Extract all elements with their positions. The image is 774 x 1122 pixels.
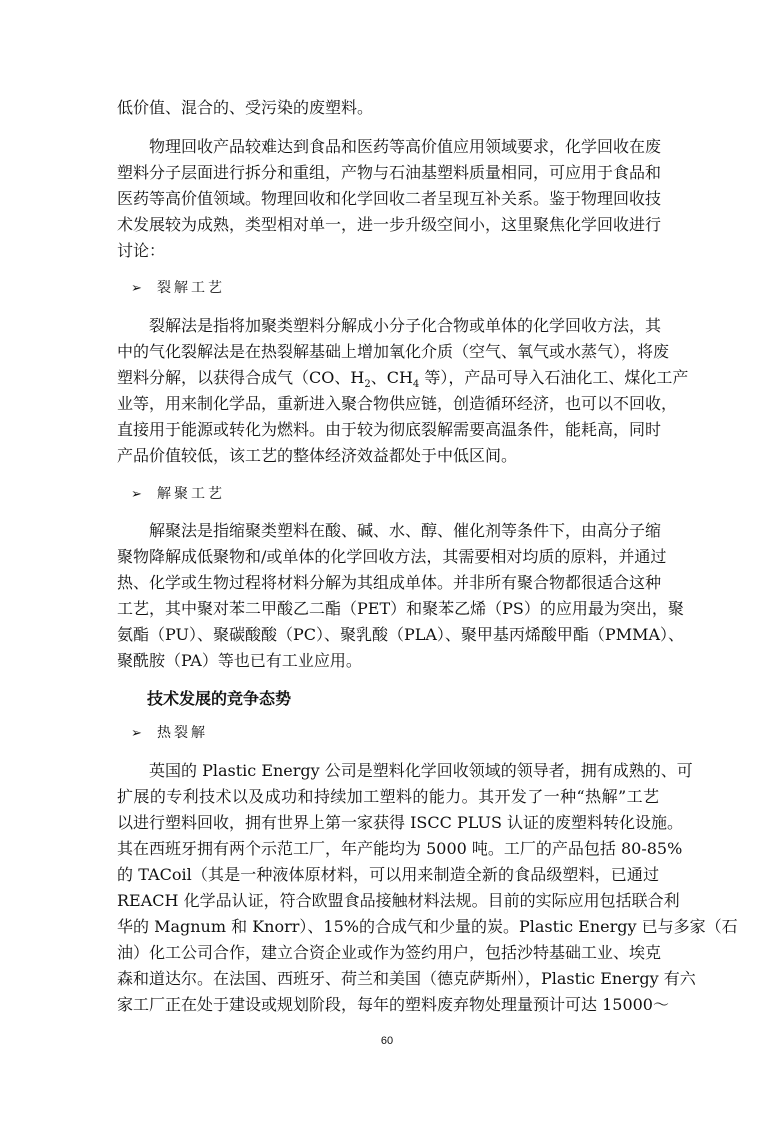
- bullet-label: 解聚工艺: [157, 486, 225, 502]
- arrow-bullet-icon: ➢: [131, 487, 142, 502]
- text-run: 塑料分解，以获得合成气（CO、H: [117, 368, 365, 387]
- paragraph-line: 聚酰胺（PA）等也已有工业应用。: [117, 651, 362, 670]
- paragraph-line: 的 TACoil（其是一种液体原材料，可以用来制造全新的食品级塑料，已通过: [117, 865, 659, 884]
- paragraph-line: 低价值、混合的、受污染的废塑料。: [117, 98, 374, 117]
- paragraph-line: 森和道达尔。在法国、西班牙、荷兰和美国（德克萨斯州），Plastic Energy 有六: [117, 969, 696, 988]
- bullet-item-cracking: [131, 277, 225, 299]
- text-run: 等），产品可导入石油化工、煤化工产: [419, 368, 689, 387]
- bullet-label: 热裂解: [157, 725, 208, 741]
- bullet-item-pyrolysis: [131, 722, 208, 744]
- text-run: 、CH: [370, 368, 413, 387]
- arrow-bullet-icon: ➢: [131, 281, 142, 296]
- arrow-bullet-icon: ➢: [131, 726, 142, 741]
- paragraph-line: 产品价值较低，该工艺的整体经济效益都处于中低区间。: [117, 446, 518, 465]
- bullet-item-depolymerization: [131, 483, 225, 505]
- paragraph-line: 术发展较为成熟，类型相对单一，进一步升级空间小，这里聚焦化学回收进行: [117, 215, 662, 234]
- page-number: 60: [380, 1035, 394, 1047]
- paragraph-line: 中的气化裂解法是在热裂解基础上增加氧化介质（空气、氧气或水蒸气），将废: [117, 342, 670, 361]
- paragraph-line: 讨论：: [117, 241, 166, 260]
- paragraph-line: 业等，用来制化学品，重新进入聚合物供应链，创造循环经济，也可以不回收，: [117, 394, 678, 413]
- paragraph-line: 英国的 Plastic Energy 公司是塑料化学回收领域的领导者，拥有成熟的、可: [117, 761, 693, 780]
- paragraph-line: 医药等高价值领域。物理回收和化学回收二者呈现互补关系。鉴于物理回收技: [117, 189, 662, 208]
- paragraph-line: 油）化工公司合作，建立合资企业或作为签约用户，包括沙特基础工业、埃克: [117, 943, 662, 962]
- paragraph-line: 其在西班牙拥有两个示范工厂，年产能均为 5000 吨。工厂的产品包括 80-85%: [117, 839, 683, 858]
- paragraph-line: 裂解法是指将加聚类塑料分解成小分子化合物或单体的化学回收方法，其: [117, 316, 662, 335]
- paragraph-line: 工艺，其中聚对苯二甲酸乙二酯（PET）和聚苯乙烯（PS）的应用最为突出，聚: [117, 599, 684, 618]
- paragraph-line: 聚物降解成低聚物和/或单体的化学回收方法，其需要相对均质的原料，并通过: [117, 547, 667, 566]
- paragraph-line: 物理回收产品较难达到食品和医药等高价值应用领域要求，化学回收在废: [117, 137, 662, 156]
- subscript: 4: [412, 379, 420, 391]
- bullet-label: 裂解工艺: [157, 280, 225, 296]
- paragraph-line: 直接用于能源或转化为燃料。由于较为彻底裂解需要高温条件，能耗高，同时: [117, 420, 662, 439]
- paragraph-line: 热、化学或生物过程将材料分解为其组成单体。并非所有聚合物都很适合这种: [117, 573, 662, 592]
- paragraph-line: 塑料分子层面进行拆分和重组，产物与石油基塑料质量相同，可应用于食品和: [117, 163, 662, 182]
- section-heading: 技术发展的竞争态势: [147, 689, 292, 708]
- paragraph-line: 扩展的专利技术以及成功和持续加工塑料的能力。其开发了一种“热解”工艺: [117, 787, 659, 806]
- paragraph-line: REACH 化学品认证，符合欧盟食品接触材料法规。目前的实际应用包括联合利: [117, 891, 680, 910]
- paragraph-line: 家工厂正在处于建设或规划阶段，每年的塑料废弃物处理量预计可达 15000～: [117, 995, 669, 1014]
- paragraph-line: 解聚法是指缩聚类塑料在酸、碱、水、醇、催化剂等条件下，由高分子缩: [117, 521, 662, 540]
- paragraph-line: 以进行塑料回收，拥有世界上第一家获得 ISCC PLUS 认证的废塑料转化设施。: [117, 813, 683, 832]
- subscript: 2: [364, 379, 371, 391]
- paragraph-line: 华的 Magnum 和 Knorr）、15%的合成气和少量的炭。Plastic Energy 已与多家（石: [117, 917, 738, 936]
- paragraph-line: [117, 367, 689, 391]
- paragraph-line: 氨酯（PU）、聚碳酸酸（PC）、聚乳酸（PLA）、聚甲基丙烯酸甲酯（PMMA）、: [117, 625, 685, 644]
